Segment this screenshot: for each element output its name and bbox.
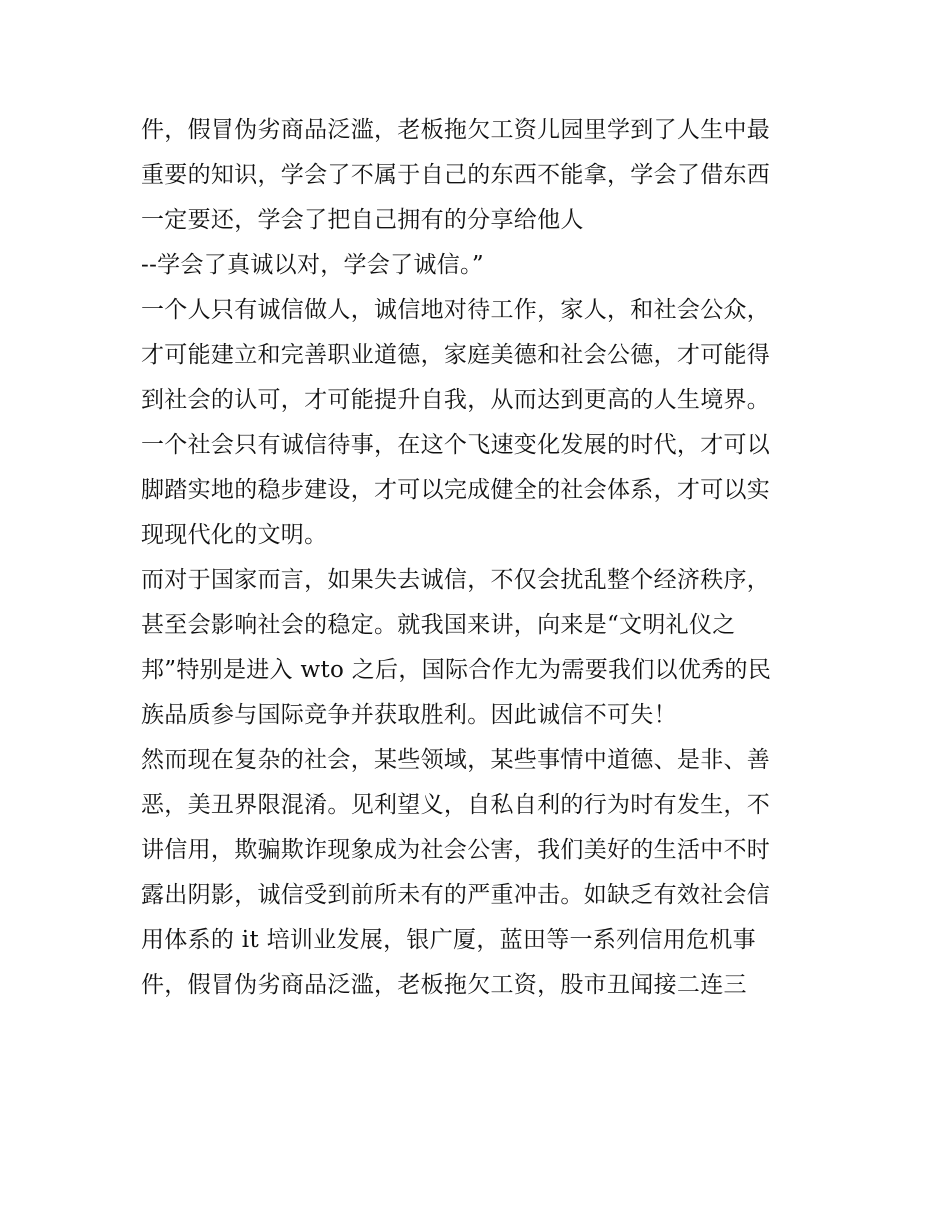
text-line: 一个人只有诚信做人，诚信地对待工作，家人，和社会公众， (141, 297, 771, 323)
text-line: 重要的知识，学会了不属于自己的东西不能拿，学会了借东西 (141, 162, 771, 188)
text-line: 用体系的 it 培训业发展，银广厦，蓝田等一系列信用危机事 (141, 927, 756, 953)
text-line: 然而现在复杂的社会，某些领域，某些事情中道德、是非、善 (141, 747, 771, 773)
text-line: 件，假冒伪劣商品泛滥，老板拖欠工资，股市丑闻接二连三 (141, 972, 747, 998)
text-line: 甚至会影响社会的稳定。就我国来讲，向来是“文明礼仪之 (141, 612, 736, 638)
text-line: 脚踏实地的稳步建设，才可以完成健全的社会体系，才可以实 (141, 477, 771, 503)
text-line: 邦”特别是进入 wto 之后，国际合作尢为需要我们以优秀的民 (141, 657, 772, 683)
text-line: 一定要还，学会了把自己拥有的分享给他人 (141, 207, 584, 233)
body-text (141, 108, 821, 1008)
text-line: 族品质参与国际竞争并获取胜利。因此诚信不可失！ (141, 702, 677, 728)
text-line: 讲信用，欺骗欺诈现象成为社会公害，我们美好的生活中不时 (141, 837, 771, 863)
text-line: 恶，美丑界限混淆。见利望义，自私自利的行为时有发生，不 (141, 792, 771, 818)
text-line: 一个社会只有诚信待事，在这个飞速变化发展的时代，才可以 (141, 432, 771, 458)
text-line: 露出阴影，诚信受到前所未有的严重冲击。如缺乏有效社会信 (141, 882, 771, 908)
text-line: 件，假冒伪劣商品泛滥，老板拖欠工资儿园里学到了人生中最 (141, 117, 771, 143)
text-line: 而对于国家而言，如果失去诚信，不仅会扰乱整个经济秩序， (141, 567, 771, 593)
text-line: 到社会的认可，才可能提升自我，从而达到更高的人生境界。 (141, 387, 771, 413)
text-line: --学会了真诚以对，学会了诚信。” (141, 252, 484, 278)
text-line: 现现代化的文明。 (141, 522, 328, 548)
text-line: 才可能建立和完善职业道德，家庭美德和社会公德，才可能得 (141, 342, 771, 368)
